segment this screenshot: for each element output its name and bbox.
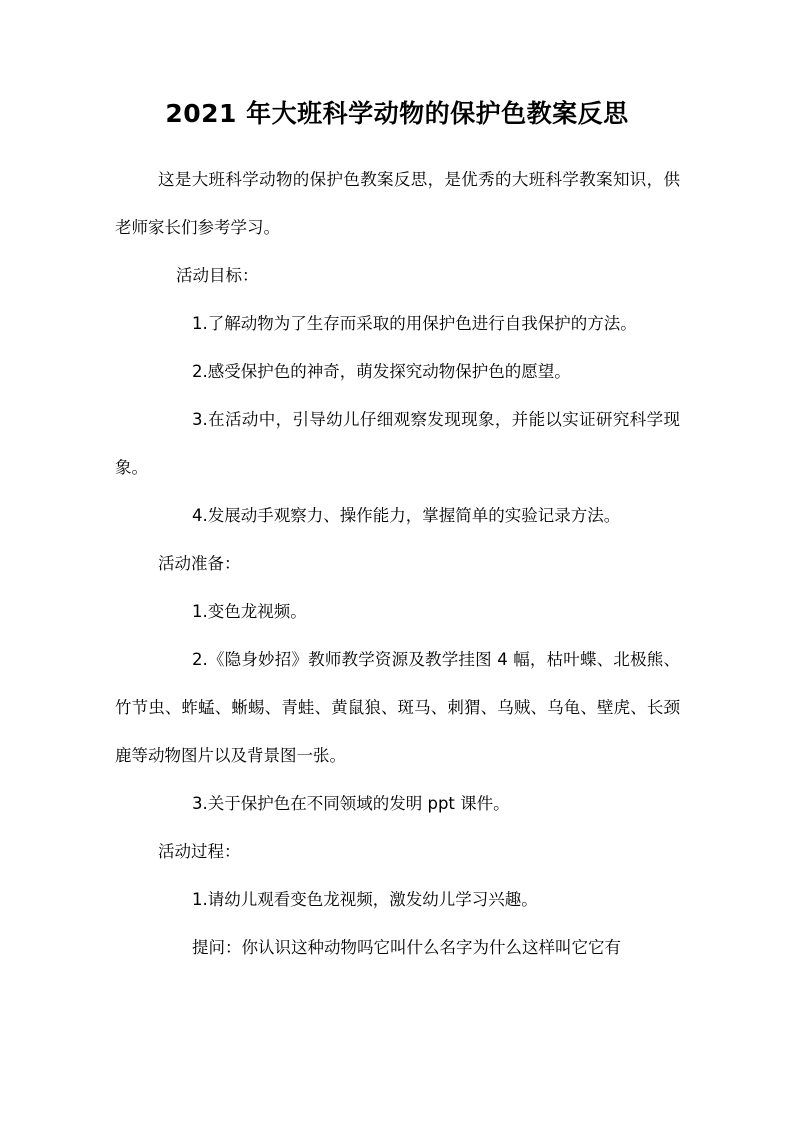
document-title: 2021 年大班科学动物的保护色教案反思 bbox=[165, 99, 629, 128]
goal-item-1: 1.了解动物为了生存而采取的用保护色进行自我保护的方法。 bbox=[192, 314, 637, 333]
process-item-1: 1.请幼儿观看变色龙视频，激发幼儿学习兴趣。 bbox=[192, 890, 538, 909]
section-heading-preparation: 活动准备： bbox=[158, 554, 241, 573]
process-question: 提问：你认识这种动物吗它叫什么名字为什么这样叫它它有 bbox=[192, 938, 621, 957]
section-heading-goals: 活动目标： bbox=[176, 266, 259, 285]
document-body bbox=[115, 156, 680, 972]
preparation-item-1: 1.变色龙视频。 bbox=[192, 602, 307, 621]
intro-paragraph: 这是大班科学动物的保护色教案反思，是优秀的大班科学教案知识，供老师家长们参考学习。 bbox=[115, 170, 680, 237]
section-heading-process: 活动过程： bbox=[158, 842, 241, 861]
goal-item-2: 2.感受保护色的神奇，萌发探究动物保护色的愿望。 bbox=[192, 362, 571, 381]
preparation-item-3: 3.关于保护色在不同领域的发明 ppt 课件。 bbox=[192, 794, 510, 813]
goal-item-3: 3.在活动中，引导幼儿仔细观察发现现象，并能以实证研究科学现象。 bbox=[115, 410, 680, 477]
goal-item-4: 4.发展动手观察力、操作能力，掌握简单的实验记录方法。 bbox=[192, 506, 621, 525]
preparation-item-2: 2.《隐身妙招》教师教学资源及教学挂图 4 幅，枯叶蝶、北极熊、竹节虫、蚱蜢、蜥蜴、青蛙、黄鼠狼、斑马、刺猬、乌贼、乌龟、壁虎、长颈鹿等动物图片以及背景图一张。 bbox=[115, 650, 680, 765]
